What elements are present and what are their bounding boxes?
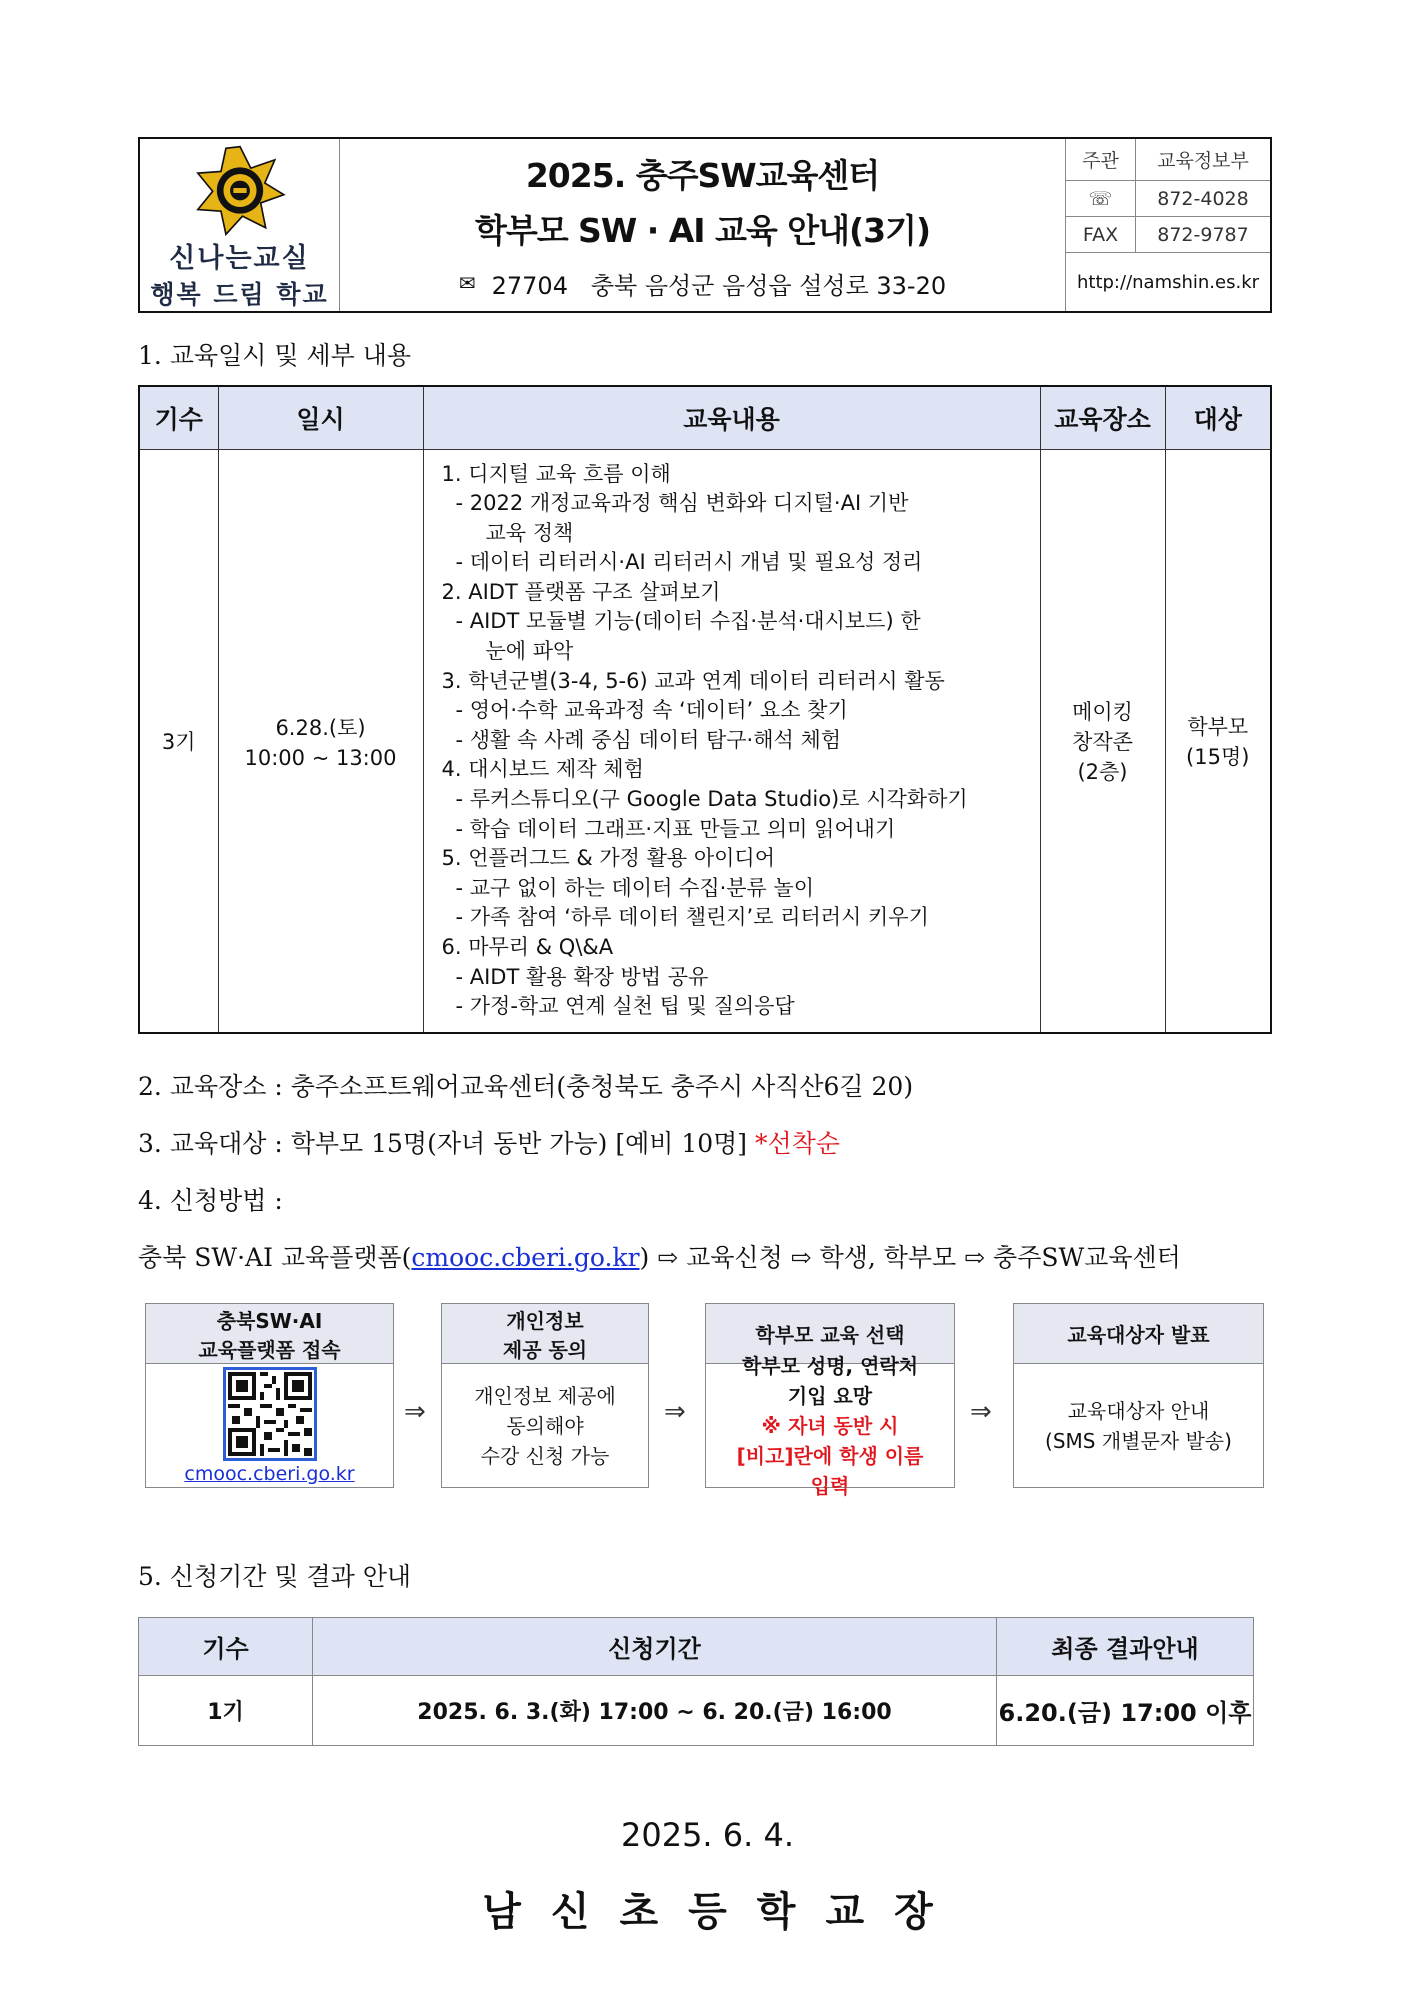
url-row [1066,253,1270,311]
content-cell [423,449,1040,1033]
datetime-cell [218,449,423,1033]
flow-step-body [146,1364,393,1487]
qr-link[interactable]: cmooc.cberi.go.kr [184,1462,355,1485]
school-logo [140,139,340,311]
flow-step-body [1014,1364,1263,1487]
period-table-header [139,1618,1254,1676]
content-line: - 생활 속 사례 중심 데이터 탐구·해석 체험 [455,727,842,752]
step4-body-line: (SMS 개별문자 발송) [1045,1428,1232,1453]
target-cell [1165,449,1271,1033]
title-line1: 2025. 충주SW교육센터 [525,155,880,195]
content-line: - 2022 개정교육과정 핵심 변화와 디지털·AI 기반 [455,491,909,516]
flow-step-head: 학부모 교육 선택 [706,1304,954,1364]
target-line2: (15명) [1186,744,1250,769]
content-line: - 루커스튜디오(구 Google Data Studio)로 시각화하기 [455,787,968,812]
schedule-table [138,385,1272,1034]
org-label: 주관 [1066,139,1136,180]
step4-body-line: 교육대상자 안내 [1067,1398,1210,1423]
content-line: - 교구 없이 하는 데이터 수집·분류 놀이 [455,875,815,900]
col-place: 교육장소 [1040,386,1165,449]
col-result: 최종 결과안내 [997,1618,1254,1676]
title-block [340,139,1066,311]
col-cohort: 기수 [139,386,218,449]
flow-step-head: 교육대상자 발표 [1014,1304,1263,1364]
flow-step-head [146,1304,393,1364]
content-line: 4. 대시보드 제작 체험 [441,757,644,782]
apply-path [138,1238,1181,1274]
period-cell: 2025. 6. 3.(화) 17:00 ~ 6. 20.(금) 16:00 [313,1676,997,1746]
flow-step-consent [441,1303,649,1488]
document-header [138,137,1272,313]
step1-head-line2: 교육플랫폼 접속 [198,1337,341,1362]
place-line2: 창작존 [1072,729,1133,754]
phone-value: 872-4028 [1157,187,1249,210]
content-line: 교육 정책 [485,520,574,545]
result-cell: 6.20.(금) 17:00 이후 [997,1676,1254,1746]
org-value: 교육정보부 [1157,150,1249,172]
col-datetime: 일시 [218,386,423,449]
issue-date: 2025. 6. 4. [620,1816,794,1854]
step3-note-line: ※ 자녀 동반 시 [761,1413,899,1438]
phone-icon: ☏ [1066,181,1136,216]
step2-body-line: 개인정보 제공에 [474,1383,616,1408]
place-line1: 메이킹 [1072,699,1133,724]
content-line: 2. AIDT 플랫폼 구조 살펴보기 [441,579,721,604]
mail-icon: ✉ [458,271,476,295]
apply-path-suffix: ) ⇨ 교육신청 ⇨ 학생, 학부모 ⇨ 충주SW교육센터 [639,1243,1181,1272]
logo-text-line1: 신나는교실 [169,243,310,274]
first-come-note: *선착순 [755,1129,840,1158]
org-row [1066,139,1270,181]
step3-body-line: 기입 요망 [787,1383,873,1408]
flow-step-head [442,1304,648,1364]
content-line: 1. 디지털 교육 흐름 이해 [441,461,671,486]
fax-label: FAX [1066,217,1136,252]
logo-text-line2: 행복 드림 학교 [150,280,329,309]
content-line: - 가정-학교 연계 실천 팁 및 질의응답 [455,994,795,1019]
date-text: 6.28.(토) [275,715,366,740]
content-line: 5. 언플러그드 & 가정 활용 아이디어 [441,846,776,871]
step3-note-line: 입력 [810,1473,850,1498]
title-line2: 학부모 SW · AI 교육 안내(3기) [474,210,931,250]
flow-arrow-icon: ⇒ [664,1397,686,1427]
period-table [138,1617,1254,1746]
flow-step-body [706,1353,954,1498]
school-emblem-icon [185,145,295,236]
flow-arrow-icon: ⇒ [970,1397,992,1427]
content-line: - 학습 데이터 그래프·지표 만들고 의미 읽어내기 [455,816,896,841]
target-line1: 학부모 [1187,714,1249,739]
phone-row [1066,181,1270,217]
step2-body-line: 수강 신청 가능 [480,1443,610,1468]
section2-text: 2. 교육장소 : 충주소프트웨어교육센터(충청북도 충주시 사직산6길 20) [138,1072,914,1101]
fax-value: 872-9787 [1157,223,1249,246]
content-line: - AIDT 활용 확장 방법 공유 [455,964,709,989]
cohort-cell: 1기 [139,1676,313,1746]
content-line: - AIDT 모듈별 기능(데이터 수집·분석·대시보드) 한 [455,609,921,634]
section1-heading: 1. 교육일시 및 세부 내용 [138,341,411,370]
content-line: 3. 학년군별(3-4, 5-6) 교과 연계 데이터 리터러시 활동 [441,668,945,693]
schedule-table-header [139,386,1271,449]
content-line: 6. 마무리 & Q\&A [441,935,614,959]
flow-step-platform [145,1303,394,1488]
section3-line [138,1124,840,1160]
flow-step-body [442,1364,648,1487]
col-content: 교육내용 [423,386,1040,449]
step3-note-line: [비고]란에 학생 이름 [736,1443,924,1468]
contact-info [1066,139,1270,311]
col-period: 신청기간 [313,1618,997,1676]
col-target: 대상 [1165,386,1271,449]
flow-arrow-icon: ⇒ [404,1397,426,1427]
principal-signature: 남신초등학교장 [482,1889,963,1935]
school-url[interactable]: http://namshin.es.kr [1076,271,1260,293]
flow-step-announce [1013,1303,1264,1488]
address-text: 27704 충북 음성군 음성읍 설성로 33-20 [491,271,947,300]
section5-heading: 5. 신청기간 및 결과 안내 [138,1562,411,1591]
platform-link[interactable]: cmooc.cberi.go.kr [411,1243,640,1272]
step3-body-line: 학부모 성명, 연락처 [741,1353,919,1378]
table-row [139,449,1271,1033]
step2-head-line1: 개인정보 [506,1308,584,1333]
content-line: 눈에 파악 [485,639,574,664]
fax-row [1066,217,1270,253]
place-line3: (2층) [1077,759,1128,784]
school-address [459,266,946,301]
col-cohort: 기수 [139,1618,313,1676]
flow-step-select [705,1303,955,1498]
apply-path-prefix: 충북 SW·AI 교육플랫폼( [138,1243,412,1272]
time-text: 10:00 ~ 13:00 [244,745,397,770]
step2-head-line2: 제공 동의 [502,1337,588,1362]
section4-heading: 4. 신청방법 : [138,1186,283,1215]
qr-code-icon[interactable] [223,1367,317,1461]
cohort-cell: 3기 [139,449,218,1033]
section3-text: 3. 교육대상 : 학부모 15명(자녀 동반 가능) [예비 10명] [138,1129,755,1158]
content-line: - 가족 참여 ‘하루 데이터 챌린지’로 리터러시 키우기 [455,905,929,930]
content-line: - 영어·수학 교육과정 속 ‘데이터’ 요소 찾기 [455,698,848,723]
step1-head-line1: 충북SW·AI [216,1308,323,1333]
step2-body-line: 동의해야 [506,1413,584,1438]
place-cell [1040,449,1165,1033]
table-row [139,1676,1254,1746]
content-line: - 데이터 리터러시·AI 리터러시 개념 및 필요성 정리 [455,550,923,575]
